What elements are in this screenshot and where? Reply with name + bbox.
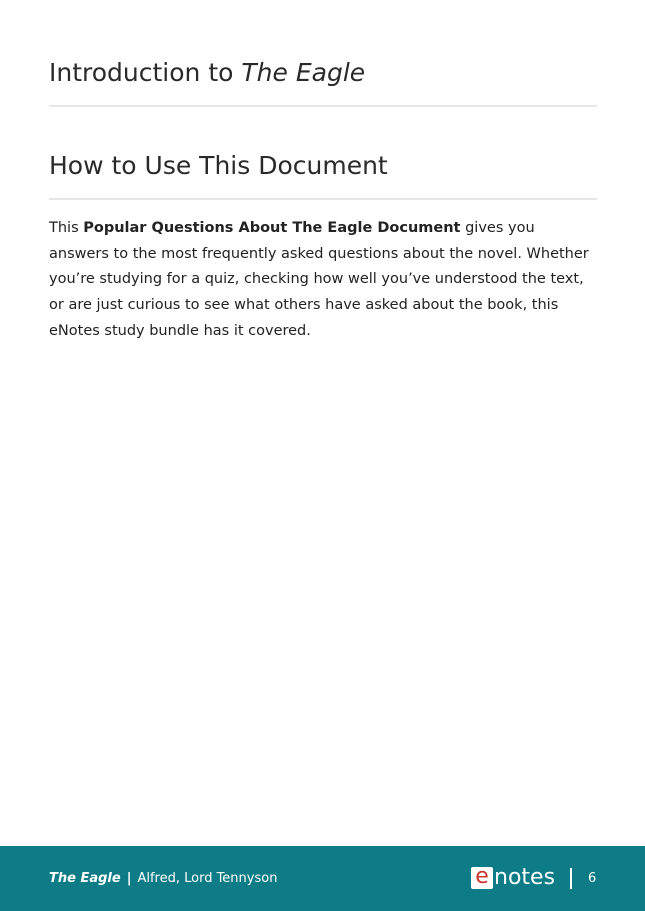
paragraph-text: gives you [460,220,535,236]
paragraph-line-4: or are just curious to see what others have asked about the book, this [49,297,559,314]
section-heading: How to Use This Document [49,151,388,180]
footer-citation [49,870,277,888]
footer-divider [570,868,572,889]
intro-paragraph [49,216,597,345]
page-title [49,56,365,90]
page-title-work: The Eagle [241,58,366,87]
enotes-logo-text: notes [494,865,556,890]
section-divider [49,198,597,200]
footer-work-title: The Eagle [49,871,121,886]
paragraph-line-1 [49,216,597,242]
footer-author: Alfred, Lord Tennyson [137,871,278,886]
paragraph-text: This [49,220,84,236]
page-number: 6 [588,871,597,886]
page-footer [0,846,645,911]
title-divider [49,105,597,107]
paragraph-line-2: answers to the most frequently asked questions about the novel. Whether [49,245,589,262]
paragraph-line-3: you’re studying for a quiz, checking how well you’ve understood the text, [49,271,584,288]
enotes-logo-e: e [471,867,493,889]
document-name: Popular Questions About The Eagle Document [83,220,461,236]
enotes-logo [471,865,555,891]
footer-separator: | [126,871,132,886]
paragraph-line-5: eNotes study bundle has it covered. [49,322,311,339]
page-title-prefix: Introduction to [49,58,242,87]
